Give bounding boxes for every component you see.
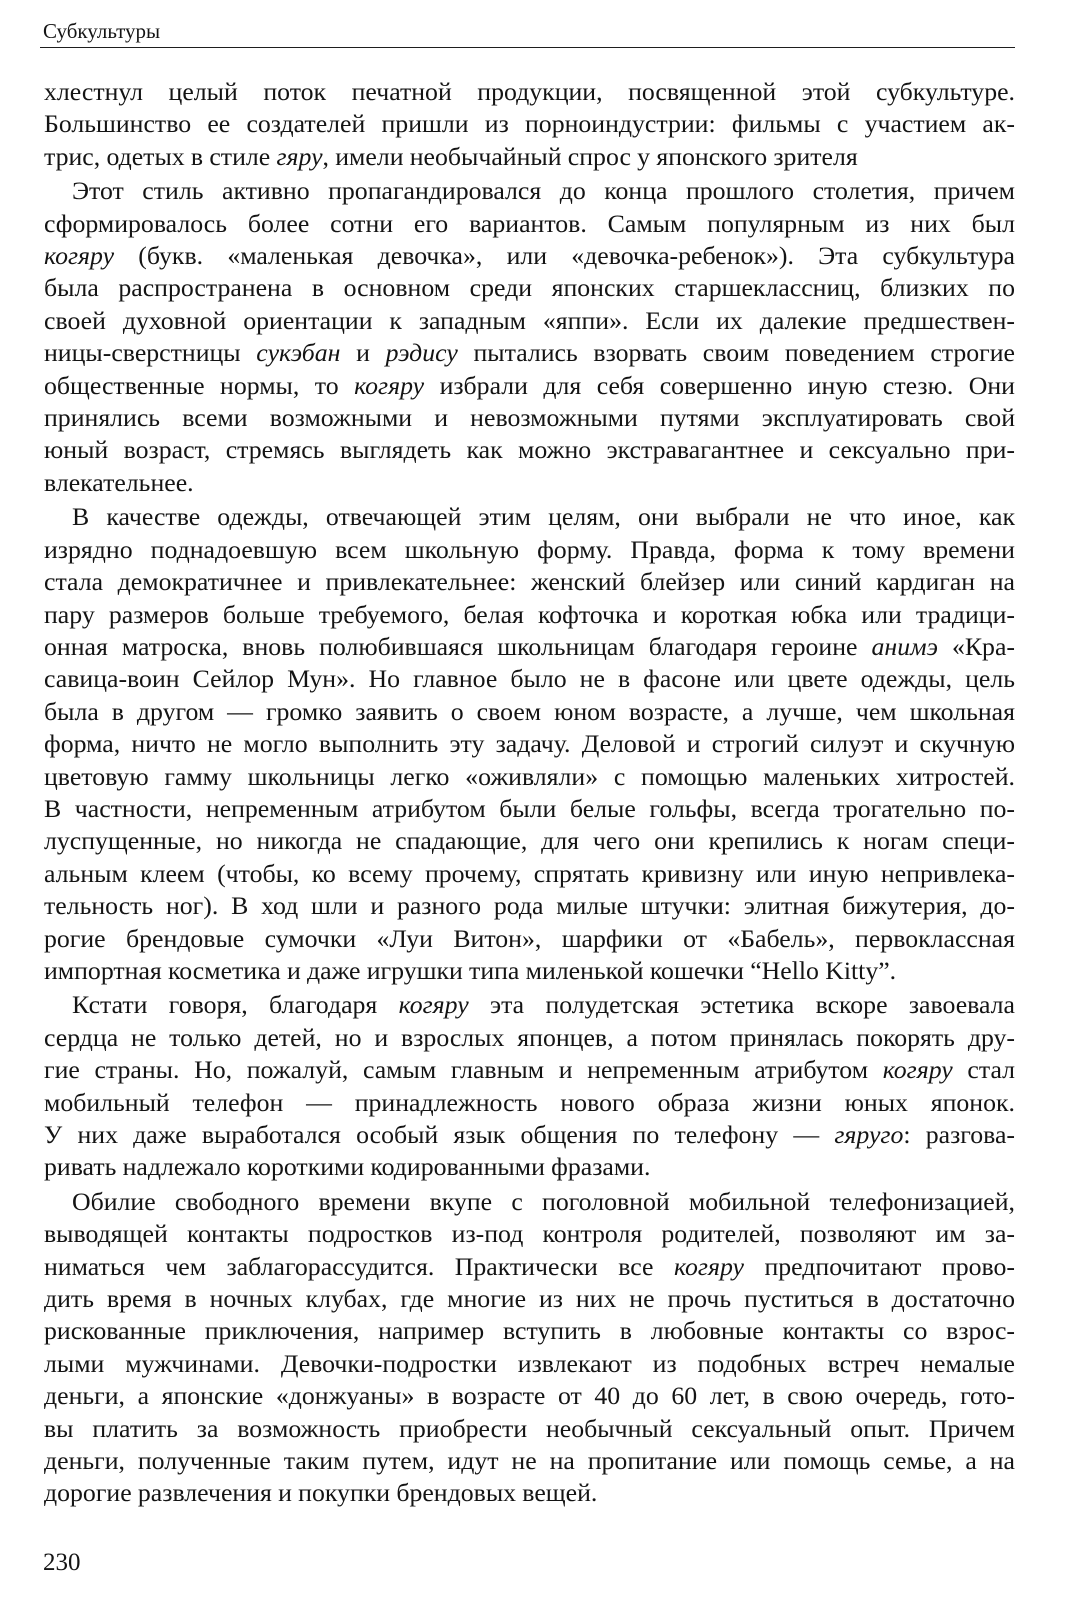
text-line <box>44 76 1015 108</box>
text-line <box>44 467 1015 499</box>
text-run: влекательнее. <box>44 467 194 497</box>
text-run: своей духовной ориентации к западным «яппи». Если их далекие предшествен- <box>44 305 1015 335</box>
text-line <box>44 1087 1015 1119</box>
text-run: импортная косметика и даже игрушки типа миленькой кошечки “Hello Kitty”. <box>44 955 897 985</box>
paragraph <box>44 1186 1015 1510</box>
text-run: пару размеров больше требуемого, белая кофточка и короткая юбка или традици- <box>44 599 1015 629</box>
text-run: предпочитают прово- <box>744 1251 1015 1281</box>
text-line <box>44 858 1015 890</box>
text-line <box>44 599 1015 631</box>
text-line <box>44 793 1015 825</box>
page-number: 230 <box>43 1549 81 1576</box>
text-run: была распространена в основном среди японских старшеклассниц, близких по <box>44 273 1015 303</box>
text-run: ниматься чем заблагорассудится. Практически все <box>44 1251 674 1281</box>
text-line <box>44 728 1015 760</box>
running-head: Субкультуры <box>43 19 161 43</box>
text-line <box>44 1380 1015 1412</box>
text-line <box>44 1413 1015 1445</box>
text-run: деньги, полученные таким путем, идут не на пропитание или помощь семье, а на <box>44 1446 1015 1476</box>
text-line <box>44 696 1015 728</box>
text-line <box>44 402 1015 434</box>
text-run: была в другом — громко заявить о своем юном возрасте, а лучше, чем школьная <box>44 696 1015 726</box>
text-line <box>44 955 1015 987</box>
italic-term: когяру <box>673 1251 745 1281</box>
italic-term: когяру <box>882 1055 953 1085</box>
text-line <box>44 631 1015 663</box>
text-line <box>44 1251 1015 1283</box>
text-line <box>44 761 1015 793</box>
text-run: альным клеем (чтобы, ко всему прочему, спрятать кривизну или иную непривлека- <box>44 858 1015 888</box>
paragraph <box>44 76 1015 173</box>
text-run: дить время в ночных клубах, где многие из них не прочь пуститься в достаточно <box>44 1284 1015 1314</box>
text-line <box>44 1445 1015 1477</box>
text-line <box>44 1315 1015 1347</box>
text-run: цветовую гамму школьницы легко «оживляли» с помощью маленьких хитростей. <box>44 761 1015 791</box>
text-run: ривать надлежало короткими кодированными фразами. <box>44 1152 651 1182</box>
italic-term: когяру <box>398 990 469 1020</box>
text-line <box>44 434 1015 466</box>
text-run: ницы-сверстницы <box>44 338 257 368</box>
text-run: юный возраст, стремясь выглядеть как можно экстравагантнее и сексуально при- <box>44 435 1015 465</box>
text-run: общественные нормы, то <box>44 370 355 400</box>
text-run: деньги, а японские «донжуаны» в возрасте от 40 до 60 лет, в свою очередь, гото- <box>44 1381 1015 1411</box>
italic-term: гяруго <box>834 1120 904 1149</box>
text-line <box>44 141 1015 173</box>
text-line <box>44 923 1015 955</box>
text-run: , имели необычайный спрос у японского зрителя <box>322 141 858 171</box>
text-run: Этот стиль активно пропагандировался до конца прошлого столетия, причем <box>72 176 1015 206</box>
text-run: онная матроска, вновь полюбившаяся школьницам благодаря героине <box>44 631 872 661</box>
text-run: тельность ног). В ход шли и разного рода милые штучки: элитная бижутерия, до- <box>44 891 1015 921</box>
text-line <box>44 370 1015 402</box>
text-run: изрядно поднадоевшую всем школьную форму. Правда, форма к тому времени <box>44 534 1015 564</box>
text-line <box>44 1477 1015 1509</box>
text-run: рискованные приключения, например вступить в любовные контакты со взрос- <box>44 1316 1015 1346</box>
italic-term: когяру <box>44 241 115 271</box>
text-line <box>44 534 1015 566</box>
italic-term: рэдису <box>385 338 458 368</box>
text-run: хлестнул целый поток печатной продукции, посвященной этой субкультуре. <box>44 77 1015 106</box>
text-run: сердца не только детей, но и взрослых японцев, а потом принялась покорять дру- <box>44 1022 1015 1052</box>
text-run: стала демократичнее и привлекательнее: женский блейзер или синий кардиган на <box>44 567 1015 597</box>
text-line <box>44 337 1015 369</box>
text-run: пытались взорвать своим поведением строгие <box>457 338 1015 368</box>
text-run: рогие брендовые сумочки «Луи Витон», шарфики от «Бабель», первоклассная <box>44 923 1015 953</box>
text-run: дорогие развлечения и покупки брендовых вещей. <box>44 1478 598 1508</box>
text-run: и <box>340 338 386 368</box>
text-run: Большинство ее создателей пришли из порноиндустрии: фильмы с участием ак- <box>44 109 1015 139</box>
text-run: мобильный телефон — принадлежность нового образа жизни юных японок. <box>44 1087 1015 1117</box>
text-run: трис, одетых в стиле <box>44 141 277 171</box>
text-run: «Кра- <box>937 631 1015 661</box>
text-run: эта полудетская эстетика вскоре завоевала <box>468 990 1016 1020</box>
text-run: гие страны. Но, пожалуй, самым главным и непременным атрибутом <box>44 1055 883 1085</box>
italic-term: сукэбан <box>256 338 341 368</box>
text-line <box>44 1283 1015 1315</box>
text-run: сформировалось более сотни его вариантов. Самым популярным из них был <box>44 208 1015 238</box>
text-line <box>44 989 1015 1021</box>
italic-term: анимэ <box>871 631 938 661</box>
text-line <box>44 1186 1015 1218</box>
header-rule <box>40 47 1015 48</box>
text-line <box>44 1022 1015 1054</box>
text-line <box>44 208 1015 240</box>
text-run: принялись всеми возможными и невозможными путями эксплуатировать свой <box>44 403 1015 433</box>
text-line <box>44 663 1015 695</box>
text-run: савица-воин Сейлор Мун». Но главное было не в фасоне или цвете одежды, цель <box>44 664 1015 694</box>
text-run: избрали для себя совершенно иную стезю. Они <box>424 370 1015 400</box>
text-run: Обилие свободного времени вкупе с поголовной мобильной телефонизацией, <box>72 1186 1015 1216</box>
text-run: вы платить за возможность приобрести необычный сексуальный опыт. Причем <box>44 1413 1015 1443</box>
text-run: В качестве одежды, отвечающей этим целям, они выбрали не что иное, как <box>72 502 1015 532</box>
text-line <box>44 825 1015 857</box>
body-text <box>44 76 1015 1512</box>
text-run: У них даже выработался особый язык общения по телефону — <box>44 1120 835 1149</box>
paragraph <box>44 501 1015 987</box>
text-run: стал <box>952 1055 1015 1085</box>
text-run: форма, ничто не могло выполнить эту задачу. Деловой и строгий силуэт и скучную <box>44 729 1015 759</box>
text-line <box>44 890 1015 922</box>
italic-term: гяру <box>276 141 323 171</box>
text-line <box>44 501 1015 533</box>
text-run: В частности, непременным атрибутом были белые гольфы, всегда трогательно по- <box>44 793 1015 823</box>
text-line <box>44 108 1015 140</box>
text-line <box>44 1119 1015 1151</box>
text-run: Кстати говоря, благодаря <box>72 990 399 1020</box>
text-line <box>44 175 1015 207</box>
text-run: луспущенные, но никогда не спадающие, для чего они крепились к ногам специ- <box>44 826 1015 856</box>
text-run: лыми мужчинами. Девочки-подростки извлекают из подобных встреч немалые <box>44 1348 1015 1378</box>
text-line <box>44 1054 1015 1086</box>
text-line <box>44 566 1015 598</box>
italic-term: когяру <box>354 370 425 400</box>
text-line <box>44 1348 1015 1380</box>
text-line <box>44 240 1015 272</box>
text-line <box>44 1151 1015 1183</box>
text-line <box>44 272 1015 304</box>
text-line <box>44 1218 1015 1250</box>
text-line <box>44 305 1015 337</box>
text-run: : разгова- <box>903 1120 1015 1149</box>
paragraph <box>44 989 1015 1183</box>
paragraph <box>44 175 1015 499</box>
text-run: выводящей контакты подростков из-под контроля родителей, позволяют им за- <box>44 1219 1015 1249</box>
text-run: (букв. «маленькая девочка», или «девочка-ребенок»). Эта субкультура <box>114 241 1015 271</box>
